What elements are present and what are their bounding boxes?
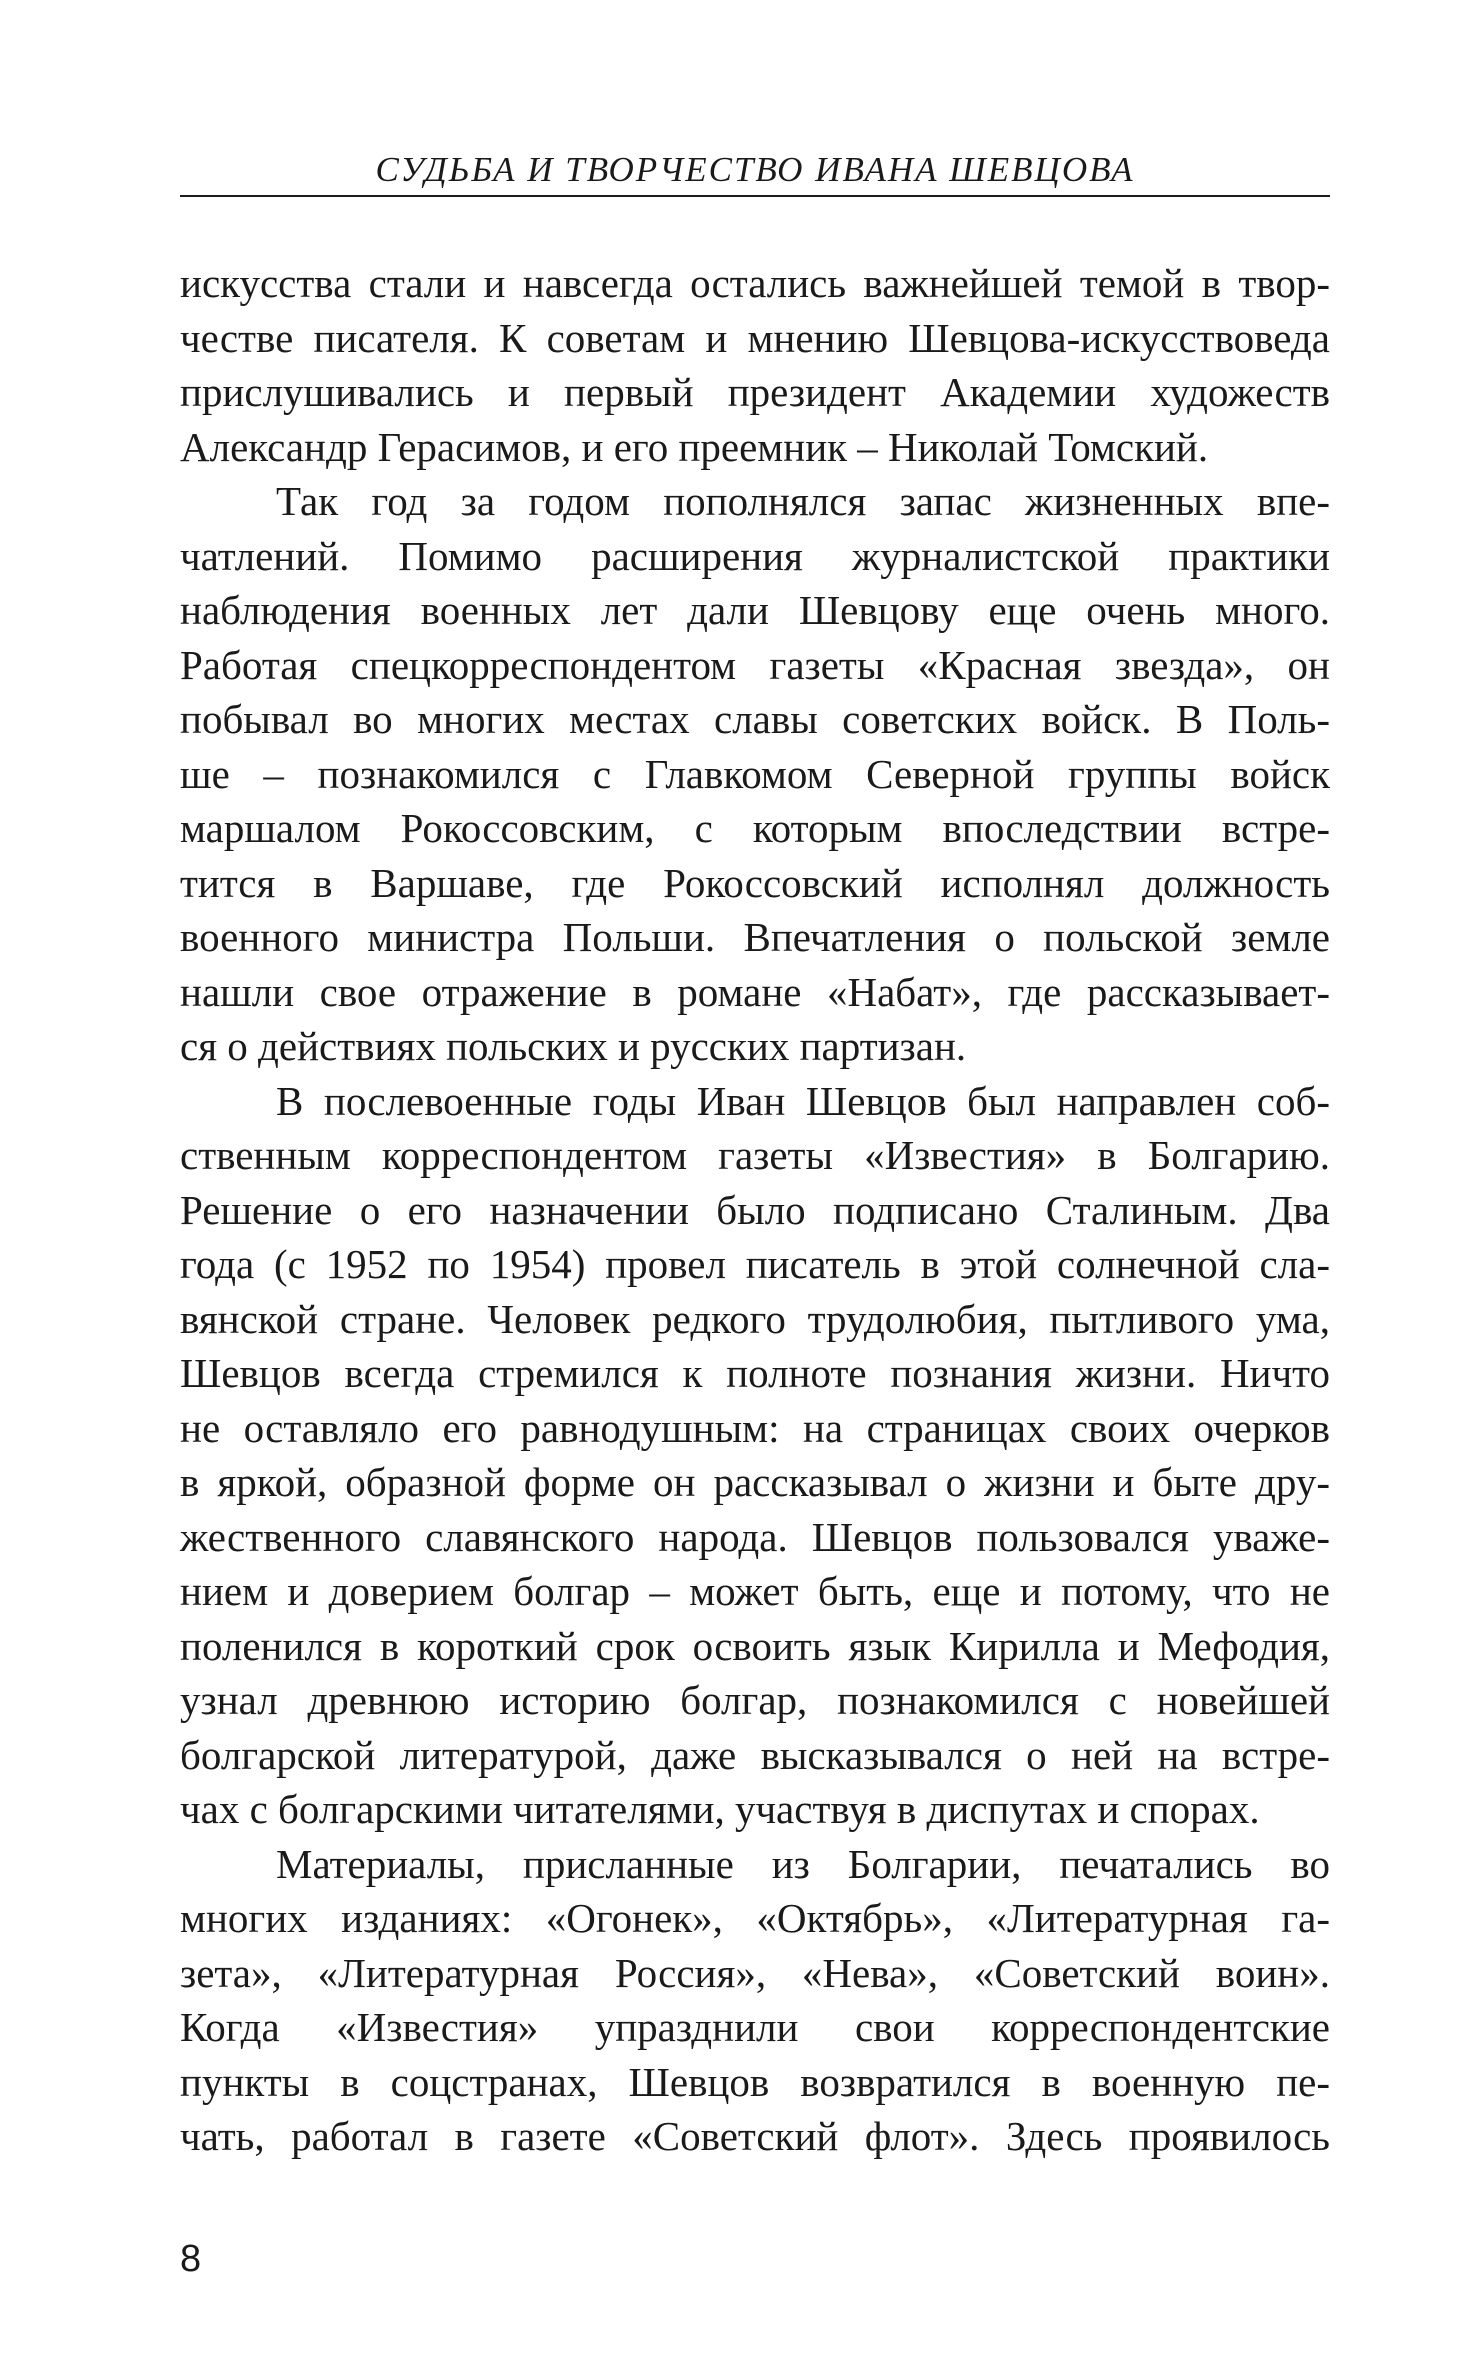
text-line: нашли свое отражение в романе «Набат», где рассказывает- (180, 968, 1330, 1015)
paragraph-1 (180, 256, 1330, 474)
text-line: Так год за годом пополнялся запас жизненных впе- (276, 478, 1330, 524)
text-line: нием и доверием болгар – может быть, еще и потому, что не (180, 1568, 1330, 1614)
text-line: искусства стали и навсегда остались важнейшей темой в твор- (180, 260, 1330, 306)
text-line: болгарской литературой, даже высказывался о ней на встре- (180, 1731, 1330, 1778)
text-line: вянской стране. Человек редкого трудолюбия, пытливого ума, (180, 1295, 1330, 1342)
text-line: Работая спецкорреспондентом газеты «Красная звезда», он (180, 641, 1330, 688)
text-line: не оставляло его равнодушным: на страницах своих очерков (180, 1404, 1330, 1451)
text-line: побывал во многих местах славы советских войск. В Поль- (180, 696, 1330, 742)
text-line: прислушивались и первый президент Академии художеств (180, 369, 1330, 415)
text-line: поленился в короткий срок освоить язык Кирилла и Мефодия, (180, 1622, 1330, 1669)
text-line: Решение о его назначении было подписано Сталиным. Два (180, 1186, 1330, 1233)
text-line: многих изданиях: «Огонек», «Октябрь», «Литературная га- (180, 1895, 1330, 1941)
text-line: Когда «Известия» упразднили свои корреспондентские (180, 2004, 1330, 2050)
text-line: наблюдения военных лет дали Шевцову еще очень много. (180, 587, 1330, 633)
text-line: чатлений. Помимо расширения журналистской практики (180, 532, 1330, 579)
text-line: в яркой, образной форме он рассказывал о жизни и быте дру- (180, 1459, 1330, 1505)
text-line: ше – познакомился с Главкомом Северной группы войск (180, 750, 1330, 797)
text-line: чать, работал в газете «Советский флот». Здесь проявилось (180, 2113, 1330, 2159)
text-line: Шевцов всегда стремился к полноте познания жизни. Ничто (180, 1350, 1330, 1396)
text-line: ственным корреспондентом газеты «Известия» в Болгарию. (180, 1132, 1330, 1178)
text-line: военного министра Польши. Впечатления о польской земле (180, 914, 1330, 960)
body-text (180, 256, 1330, 2164)
text-line: Материалы, присланные из Болгарии, печатались во (276, 1840, 1330, 1887)
text-line: ся о действиях польских и русских партизан. (180, 1023, 967, 1069)
header-rule (180, 195, 1330, 197)
text-line: маршалом Рокоссовским, с которым впоследствии встре- (180, 805, 1330, 851)
paragraph-4 (180, 1837, 1330, 2164)
text-line: чах с болгарскими читателями, участвуя в диспутах и спорах. (180, 1786, 1260, 1832)
paragraph-2 (180, 474, 1330, 1074)
running-head-title: СУДЬБА И ТВОРЧЕСТВО ИВАНА ШЕВЦОВА (375, 150, 1135, 189)
text-line: честве писателя. К советам и мнению Шевцова-искусствоведа (180, 314, 1330, 361)
page-number: 8 (180, 2238, 202, 2280)
text-line: пункты в соцстранах, Шевцов возвратился в военную пе- (180, 2058, 1330, 2105)
text-line: Александр Герасимов, и его преемник – Николай Томский. (180, 423, 1209, 470)
text-line: В послевоенные годы Иван Шевцов был направлен соб- (276, 1077, 1330, 1124)
text-line: зета», «Литературная Россия», «Нева», «Советский воин». (180, 1949, 1330, 1996)
text-line: узнал древнюю историю болгар, познакомился с новейшей (180, 1677, 1330, 1723)
text-line: жественного славянского народа. Шевцов пользовался уваже- (180, 1513, 1330, 1560)
text-line: года (с 1952 по 1954) провел писатель в этой солнечной сла- (180, 1241, 1330, 1287)
paragraph-3 (180, 1074, 1330, 1837)
text-line: тится в Варшаве, где Рокоссовский исполнял должность (180, 859, 1330, 906)
